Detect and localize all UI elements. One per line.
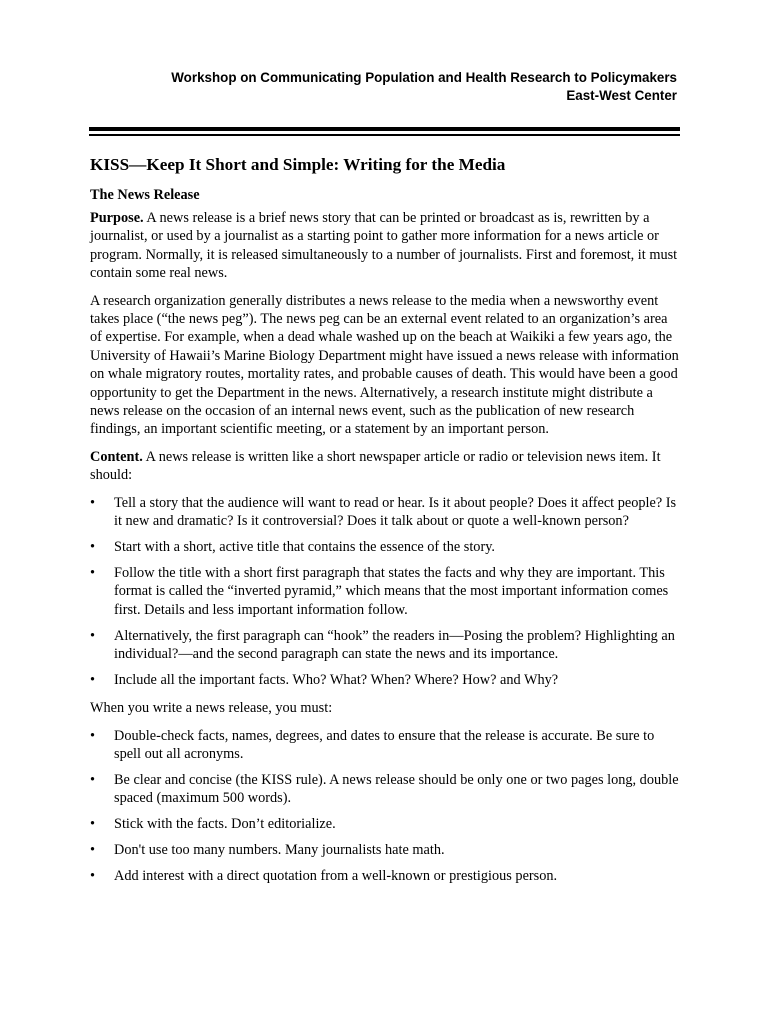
list-item: • Be clear and concise (the KISS rule). A news release should be only one or two pages long, double spaced (maximum 500 words). [90, 771, 680, 808]
header-rule-thick [89, 127, 680, 131]
list-item: • Double-check facts, names, degrees, and dates to ensure that the release is accurate. Be sure to spell out all acronyms. [90, 727, 680, 764]
list-item: • Tell a story that the audience will want to read or hear. Is it about people? Does it affect people? Is it new and dramatic? Is it controversial? Does it talk about or quote a well-known person? [90, 494, 680, 531]
content-label: Content. [90, 448, 143, 465]
purpose-paragraph [90, 209, 680, 283]
list-item: • Start with a short, active title that contains the essence of the story. [90, 538, 680, 556]
running-header [171, 69, 677, 105]
document-title: KISS—Keep It Short and Simple: Writing for the Media [90, 155, 506, 174]
list-item: • Don't use too many numbers. Many journalists hate math. [90, 841, 680, 859]
purpose-text: A news release is a brief news story that can be printed or broadcast as is, rewritten by a journalist, or used by a journalist as a starting point to gather more information for a news article or program. Normally, it is released simultaneously to a number of journalists. First and foremost, it must contain some real news. [90, 210, 678, 282]
document-body [90, 154, 680, 893]
header-organization: East-West Center [566, 88, 677, 103]
list-item: • Add interest with a direct quotation from a well-known or prestigious person. [90, 867, 680, 885]
content-text: A news release is written like a short newspaper article or radio or television news item. It should: [90, 448, 661, 484]
list-item: • Include all the important facts. Who? What? When? Where? How? and Why? [90, 671, 680, 689]
news-peg-paragraph: A research organization generally distributes a news release to the media when a newsworthy event takes place (“the news peg”). The news peg can be an external event related to an organization’s area of expertise. For example, when a dead whale washed up on the beach at Waikiki a few years ago, the University of Hawaii’s Marine Biology Department might have issued a news release with information on whale migratory routes, mortality rates, and probable causes of death. This would have been a good opportunity to get the Department in the news. Alternatively, a research institute might distribute a news release on the occasion of an internal news event, such as the publication of new research findings, an important scientific meeting, or a statement by an important person. [90, 292, 679, 438]
must-intro: When you write a news release, you must: [90, 700, 333, 717]
purpose-label: Purpose. [90, 210, 144, 226]
list-item: • Alternatively, the first paragraph can “hook” the readers in—Posing the problem? Highlighting an individual?—and the second paragraph can state the news and its importance. [90, 627, 680, 664]
content-paragraph [90, 448, 680, 485]
header-workshop-title: Workshop on Communicating Population and Health Research to Policymakers [171, 70, 677, 85]
list-item: • Stick with the facts. Don’t editorialize. [90, 815, 680, 833]
must-bullet-list [90, 727, 680, 886]
header-rule-thin [89, 134, 680, 136]
content-bullet-list [90, 494, 680, 690]
list-item: • Follow the title with a short first paragraph that states the facts and why they are important. This format is called the “inverted pyramid,” which means that the most important information comes first. Details and less important information follow. [90, 564, 680, 619]
section-heading: The News Release [90, 187, 200, 203]
